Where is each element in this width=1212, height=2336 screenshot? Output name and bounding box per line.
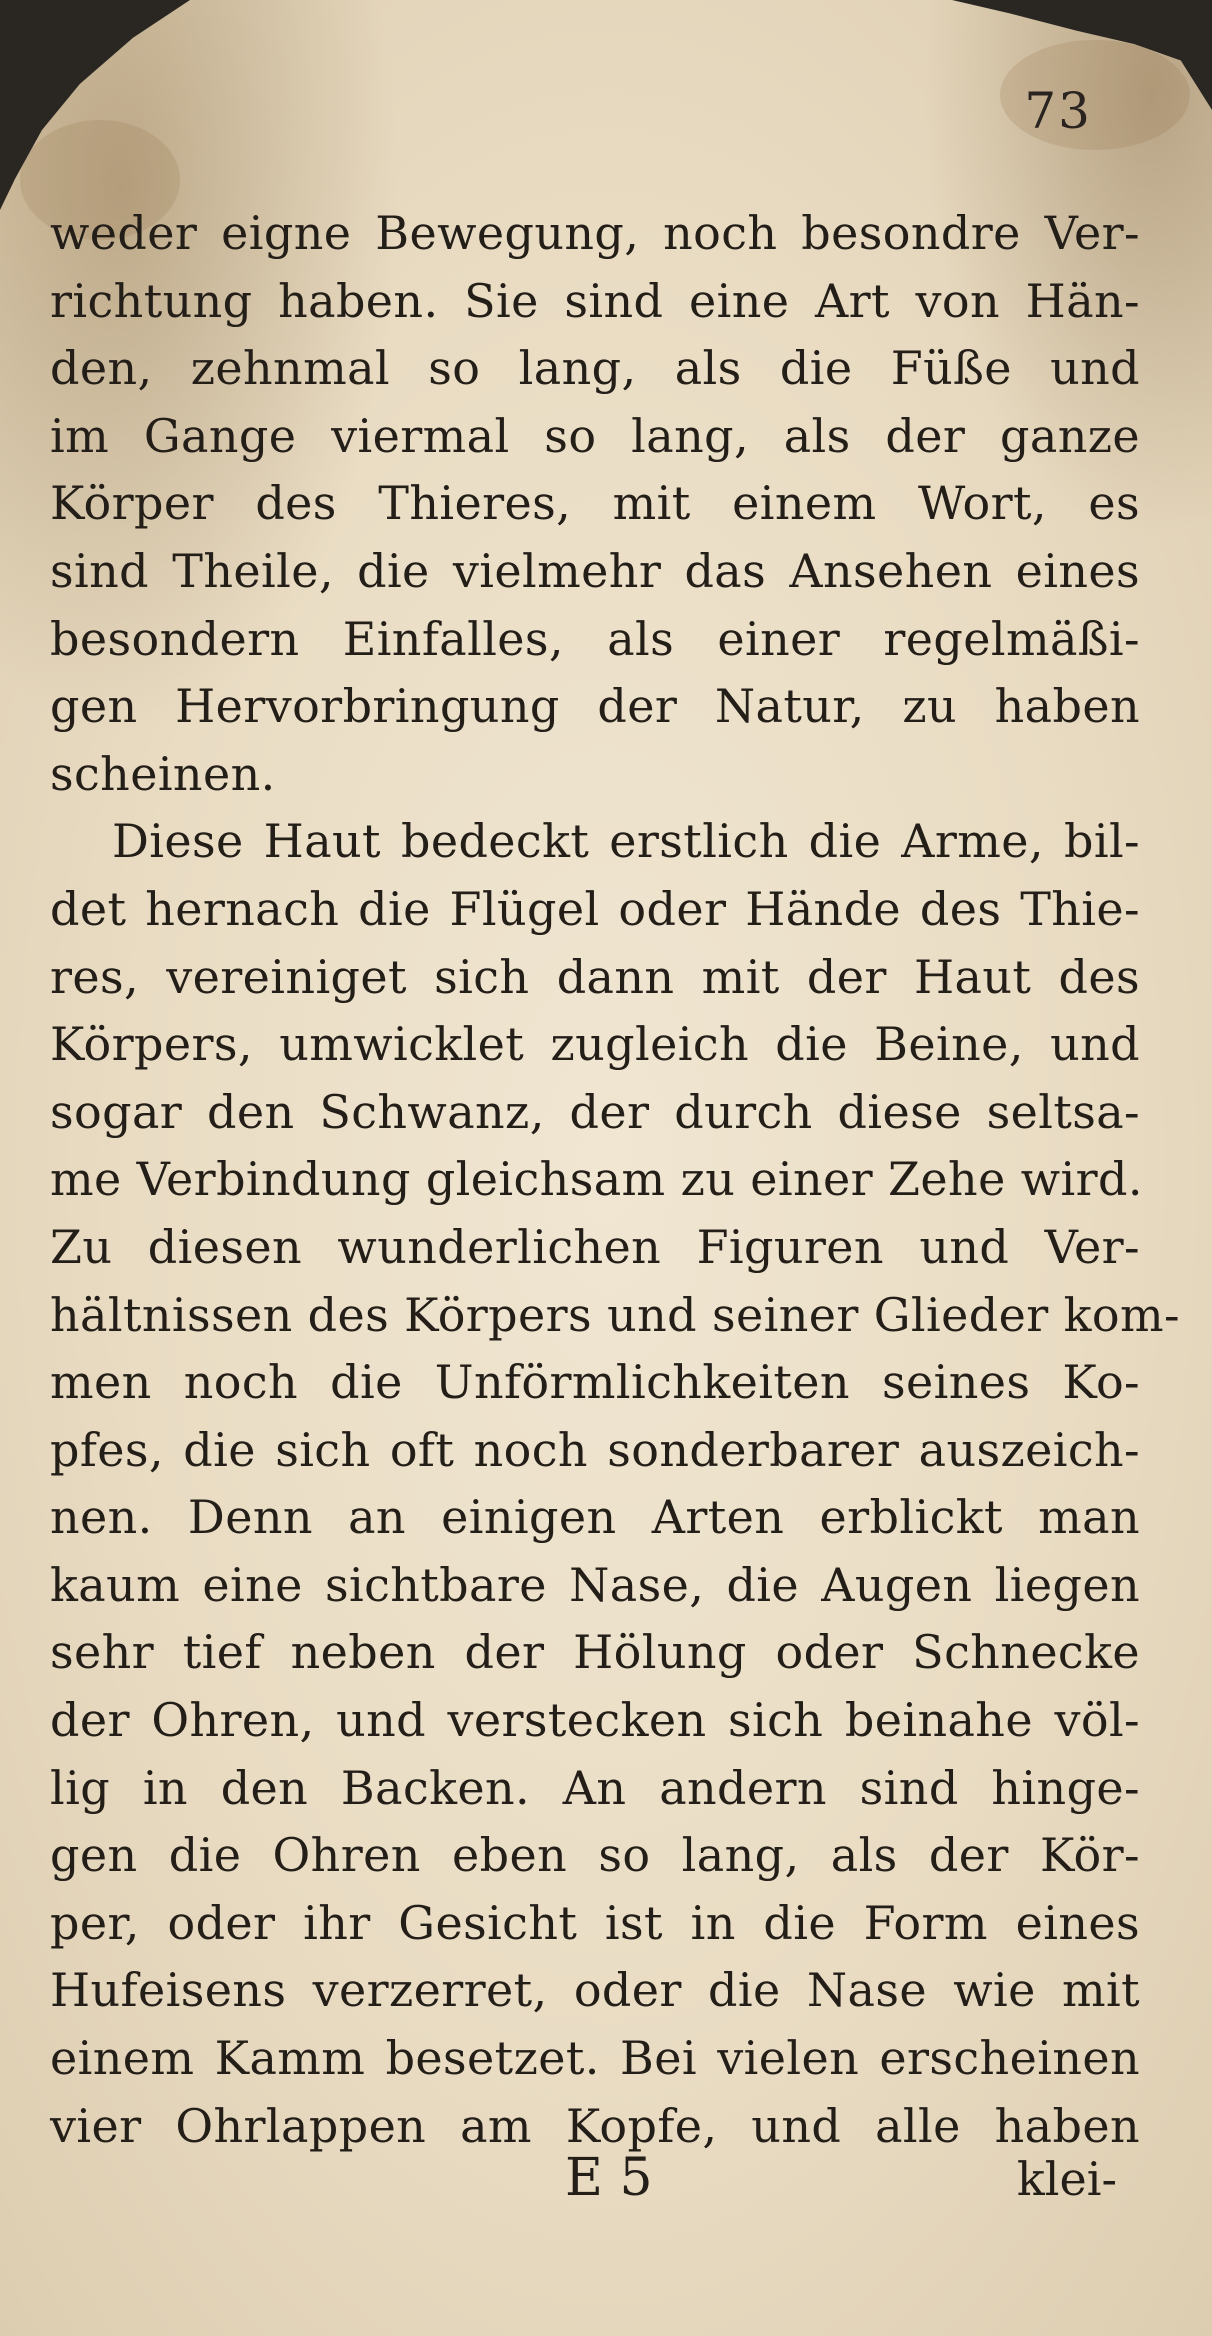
text-line: vier Ohrlappen am Kopfe, und alle haben bbox=[50, 2098, 1140, 2153]
text-line: lig in den Backen. An andern sind hinge- bbox=[50, 1760, 1140, 1815]
signature-mark: E 5 bbox=[565, 2148, 653, 2208]
text-line: hältnissen des Körpers und seiner Glieder kom- bbox=[50, 1287, 1180, 1342]
text-line: Zu diesen wunderlichen Figuren und Ver- bbox=[50, 1219, 1140, 1274]
text-line: gen Hervorbringung der Natur, zu haben bbox=[50, 679, 1140, 734]
text-line: me Verbindung gleichsam zu einer Zehe wird. bbox=[50, 1152, 1143, 1207]
text-line: Körper des Thieres, mit einem Wort, es bbox=[50, 476, 1140, 531]
paragraph-start-line: Diese Haut bedeckt erstlich die Arme, bil- bbox=[112, 814, 1140, 869]
text-line: weder eigne Bewegung, noch besondre Ver- bbox=[50, 206, 1140, 260]
page-number: 73 bbox=[1024, 82, 1092, 140]
text-line: richtung haben. Sie sind eine Art von Hän- bbox=[50, 273, 1140, 328]
text-line: Körpers, umwicklet zugleich die Beine, und bbox=[50, 1017, 1140, 1072]
text-line: einem Kamm besetzet. Bei vielen erscheinen bbox=[50, 2031, 1140, 2086]
text-line: der Ohren, und verstecken sich beinahe völ- bbox=[50, 1693, 1140, 1748]
text-line: kaum eine sichtbare Nase, die Augen liegen bbox=[50, 1557, 1140, 1612]
text-line: sehr tief neben der Hölung oder Schnecke bbox=[50, 1625, 1140, 1680]
text-line: men noch die Unförmlichkeiten seines Ko- bbox=[50, 1355, 1140, 1410]
text-line: det hernach die Flügel oder Hände des Thie- bbox=[50, 881, 1140, 936]
body-text bbox=[50, 200, 1180, 2160]
text-line: sogar den Schwanz, der durch diese seltsa- bbox=[50, 1084, 1140, 1139]
text-line: per, oder ihr Gesicht ist in die Form eines bbox=[50, 1895, 1140, 1950]
text-line: Hufeisens verzerret, oder die Nase wie mit bbox=[50, 1963, 1140, 2018]
page-footer bbox=[0, 2148, 1212, 2218]
text-line: besondern Einfalles, als einer regelmäßi- bbox=[50, 611, 1140, 666]
text-line: scheinen. bbox=[50, 746, 276, 801]
catchword: klei- bbox=[1016, 2152, 1117, 2206]
text-line: nen. Denn an einigen Arten erblickt man bbox=[50, 1490, 1140, 1545]
text-line: gen die Ohren eben so lang, als der Kör- bbox=[50, 1828, 1140, 1883]
text-line: den, zehnmal so lang, als die Füße und bbox=[50, 341, 1140, 396]
text-line: pfes, die sich oft noch sonderbarer auszeich- bbox=[50, 1422, 1140, 1477]
text-line: im Gange viermal so lang, als der ganze bbox=[50, 408, 1140, 463]
text-line: res, vereiniget sich dann mit der Haut des bbox=[50, 949, 1140, 1004]
text-line: sind Theile, die vielmehr das Ansehen eines bbox=[50, 543, 1140, 598]
